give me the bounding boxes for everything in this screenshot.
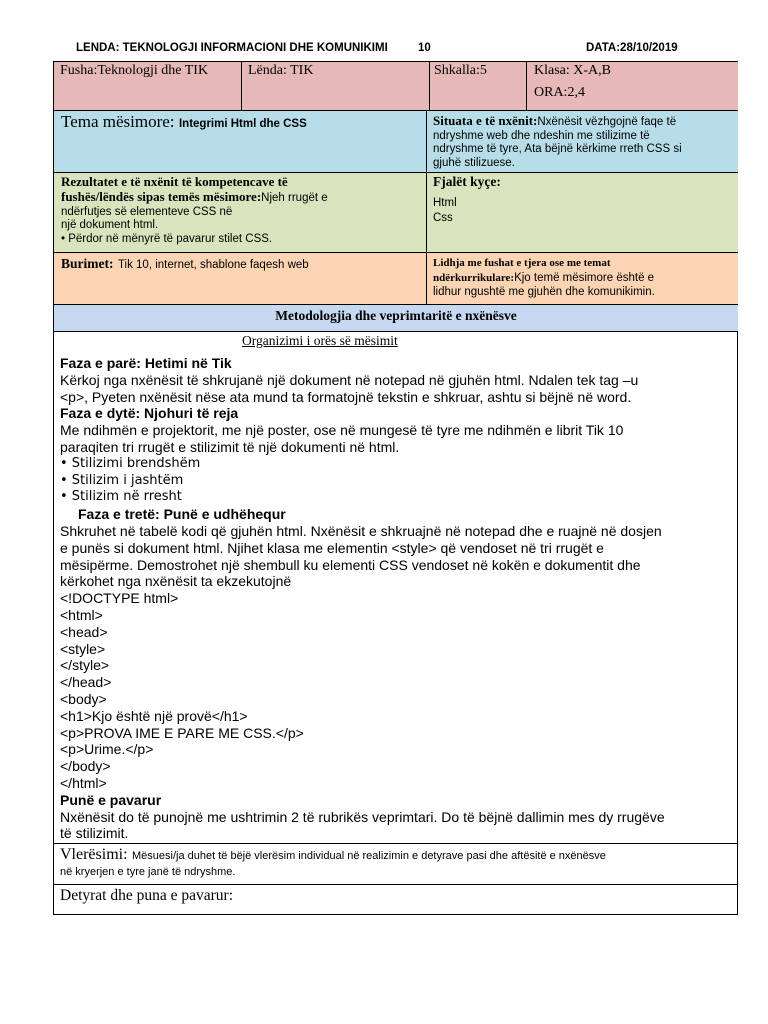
bullet-item: • Stilizim i jashtëm — [60, 472, 184, 488]
lidhja-text: Kjo temë mësimore është e — [514, 272, 655, 284]
fjalet-label: Fjalët kyçe: — [433, 174, 501, 189]
rezultatet-line: një dokument html. — [61, 219, 159, 231]
page-header — [0, 42, 768, 58]
lidhja-label: ndërkurrikulare: — [433, 272, 515, 284]
faza1-title: Faza e parë: Hetimi në Tik — [60, 355, 232, 371]
faza2-title: Faza e dytë: Njohuri të reja — [60, 405, 239, 422]
situata-line: ndryshme web dhe ndeshin me stilizime të — [433, 129, 650, 142]
pavarur-title: Punë e pavarur — [60, 791, 162, 808]
klasa-text: Klasa: X-A,B — [534, 63, 611, 78]
code-line: </html> — [60, 774, 107, 791]
tema-label: Tema mësimore: — [61, 112, 175, 131]
shkalla-text: Shkalla:5 — [434, 63, 487, 78]
situata-line: gjuhë stilizuese. — [433, 156, 515, 169]
rezultatet-label: Rezultatet e të nxënit të kompetencave të — [61, 174, 288, 189]
content-cell — [54, 332, 738, 844]
rezultatet-label: fushës/lëndës sipas temës mësimore: — [61, 189, 262, 204]
pavarur-line: Nxënësit do të punojnë me ushtrimin 2 të rubrikës veprimtari. Do të bëjnë dallimin mes dy rrugëve — [60, 808, 665, 825]
code-line: <!DOCTYPE html> — [60, 590, 179, 607]
code-line: </body> — [60, 758, 111, 775]
lenda-cell — [242, 62, 430, 111]
situata-cell — [427, 111, 738, 173]
lenda-text: Lënda: TIK — [248, 63, 314, 78]
organizimi-heading: Organizimi i orës së mësimit — [242, 333, 398, 348]
bullet-item: • Stilizim në rresht — [60, 489, 182, 505]
burimet-value: Tik 10, internet, shablone faqesh web — [117, 259, 309, 271]
lidhja-label: Lidhja me fushat e tjera ose me temat — [433, 257, 611, 269]
vleresimi-text: Mësuesi/ja duhet të bëjë vlerësim individual në realizimin e detyrave pasi dhe aftësitë e nxënësve — [132, 850, 606, 862]
metodologjia-header — [54, 305, 738, 332]
grade-number: 10 — [418, 42, 431, 54]
shkalla-cell — [430, 62, 527, 111]
metodologjia-title: Metodologjia dhe veprimtaritë e nxënësve — [275, 308, 517, 323]
situata-line: ndryshme të tyre, Ata bëjnë kërkime rreth CSS si — [433, 143, 682, 155]
situata-line: Nxënësit vëzhgojnë faqe të — [537, 116, 677, 128]
klasa-cell — [527, 62, 738, 111]
rezultatet-line: Njeh rrugët e — [261, 192, 328, 204]
bullet-item: • Stilizimi brendshëm — [60, 455, 201, 471]
vleresimi-cell — [54, 844, 738, 885]
keyword: Html — [433, 197, 457, 209]
fusha-cell — [54, 62, 242, 111]
lidhja-cell — [427, 253, 738, 305]
code-line: <p>Urime.</p> — [60, 741, 154, 758]
burimet-label: Burimet: — [61, 256, 114, 271]
code-line: <html> — [60, 606, 103, 623]
detyrat-cell — [54, 885, 738, 914]
rezultatet-line: • Përdor në mënyrë të pavarur stilet CSS. — [61, 232, 273, 245]
faza3-line: e punës si dokument html. Njihet klasa me elementin <style> që vendoset në tri rrugët e — [60, 539, 604, 556]
fjalet-cell — [427, 173, 738, 253]
faza3-line: mësipërme. Demostrohet një shembull ku elementi CSS vendoset në kokën e dokumentit dhe — [60, 556, 641, 573]
pavarur-line: të stilizimit. — [60, 825, 129, 842]
code-line: </style> — [60, 657, 110, 674]
faza2-line: Me ndihmën e projektorit, me një poster, ose në mungesë të tyre me ndihmën e librit Tik 10 — [60, 422, 624, 439]
lidhja-text: lidhur ngushtë me gjuhën dhe komunikimin. — [433, 285, 655, 298]
code-line: <h1>Kjo është një provë</h1> — [60, 707, 248, 724]
tema-value: Integrimi Html dhe CSS — [178, 118, 307, 130]
tema-cell — [54, 111, 427, 173]
faza1-line: <p>, Pyeten nxënësit nëse ata mund ta formatojnë tekstin e shkruar, ashtu si bëjnë në word. — [60, 388, 632, 405]
situata-label: Situata e të nxënit: — [433, 113, 538, 128]
faza3-line: Shkruhet në tabelë kodi që gjuhën html. Nxënësit e shkruajnë në notepad dhe e ruajnë në dosjen — [60, 522, 662, 539]
code-line: <head> — [60, 623, 108, 640]
faza3-title: Faza e tretë: Punë e udhëhequr — [78, 506, 286, 523]
faza1-line: Kërkoj nga nxënësit të shkrujanë një dokument në notepad në gjuhën html. Ndalen tek tag –u — [60, 371, 639, 388]
detyrat-label: Detyrat dhe puna e pavarur: — [60, 887, 234, 904]
fusha-text: Fusha:Teknologji dhe TIK — [60, 63, 209, 78]
faza2-line: paraqiten tri rrugët e stilizimit të një dokumenti në html. — [60, 438, 400, 455]
code-line: <body> — [60, 690, 107, 707]
keyword: Css — [433, 212, 453, 224]
date-heading: DATA:28/10/2019 — [586, 42, 678, 54]
code-line: <style> — [60, 640, 106, 657]
ora-text: ORA:2,4 — [534, 85, 585, 100]
vleresimi-label: Vlerësimi: — [60, 846, 128, 863]
code-line: </head> — [60, 674, 112, 691]
vleresimi-text: në kryerjen e tyre janë të ndryshme. — [60, 866, 236, 878]
rezultatet-cell — [54, 173, 427, 253]
content-body — [60, 355, 734, 842]
rezultatet-line: ndërfutjes së elementeve CSS në — [61, 205, 233, 218]
faza3-line: kërkohet nga nxënësit ta ekzekutojnë — [60, 573, 292, 590]
lesson-plan-table — [53, 61, 738, 915]
burimet-cell — [54, 253, 427, 305]
subject-heading: LENDA: TEKNOLOGJI INFORMACIONI DHE KOMUNIKIMI — [76, 42, 388, 54]
code-line: <p>PROVA IME E PARE ME CSS.</p> — [60, 724, 304, 741]
